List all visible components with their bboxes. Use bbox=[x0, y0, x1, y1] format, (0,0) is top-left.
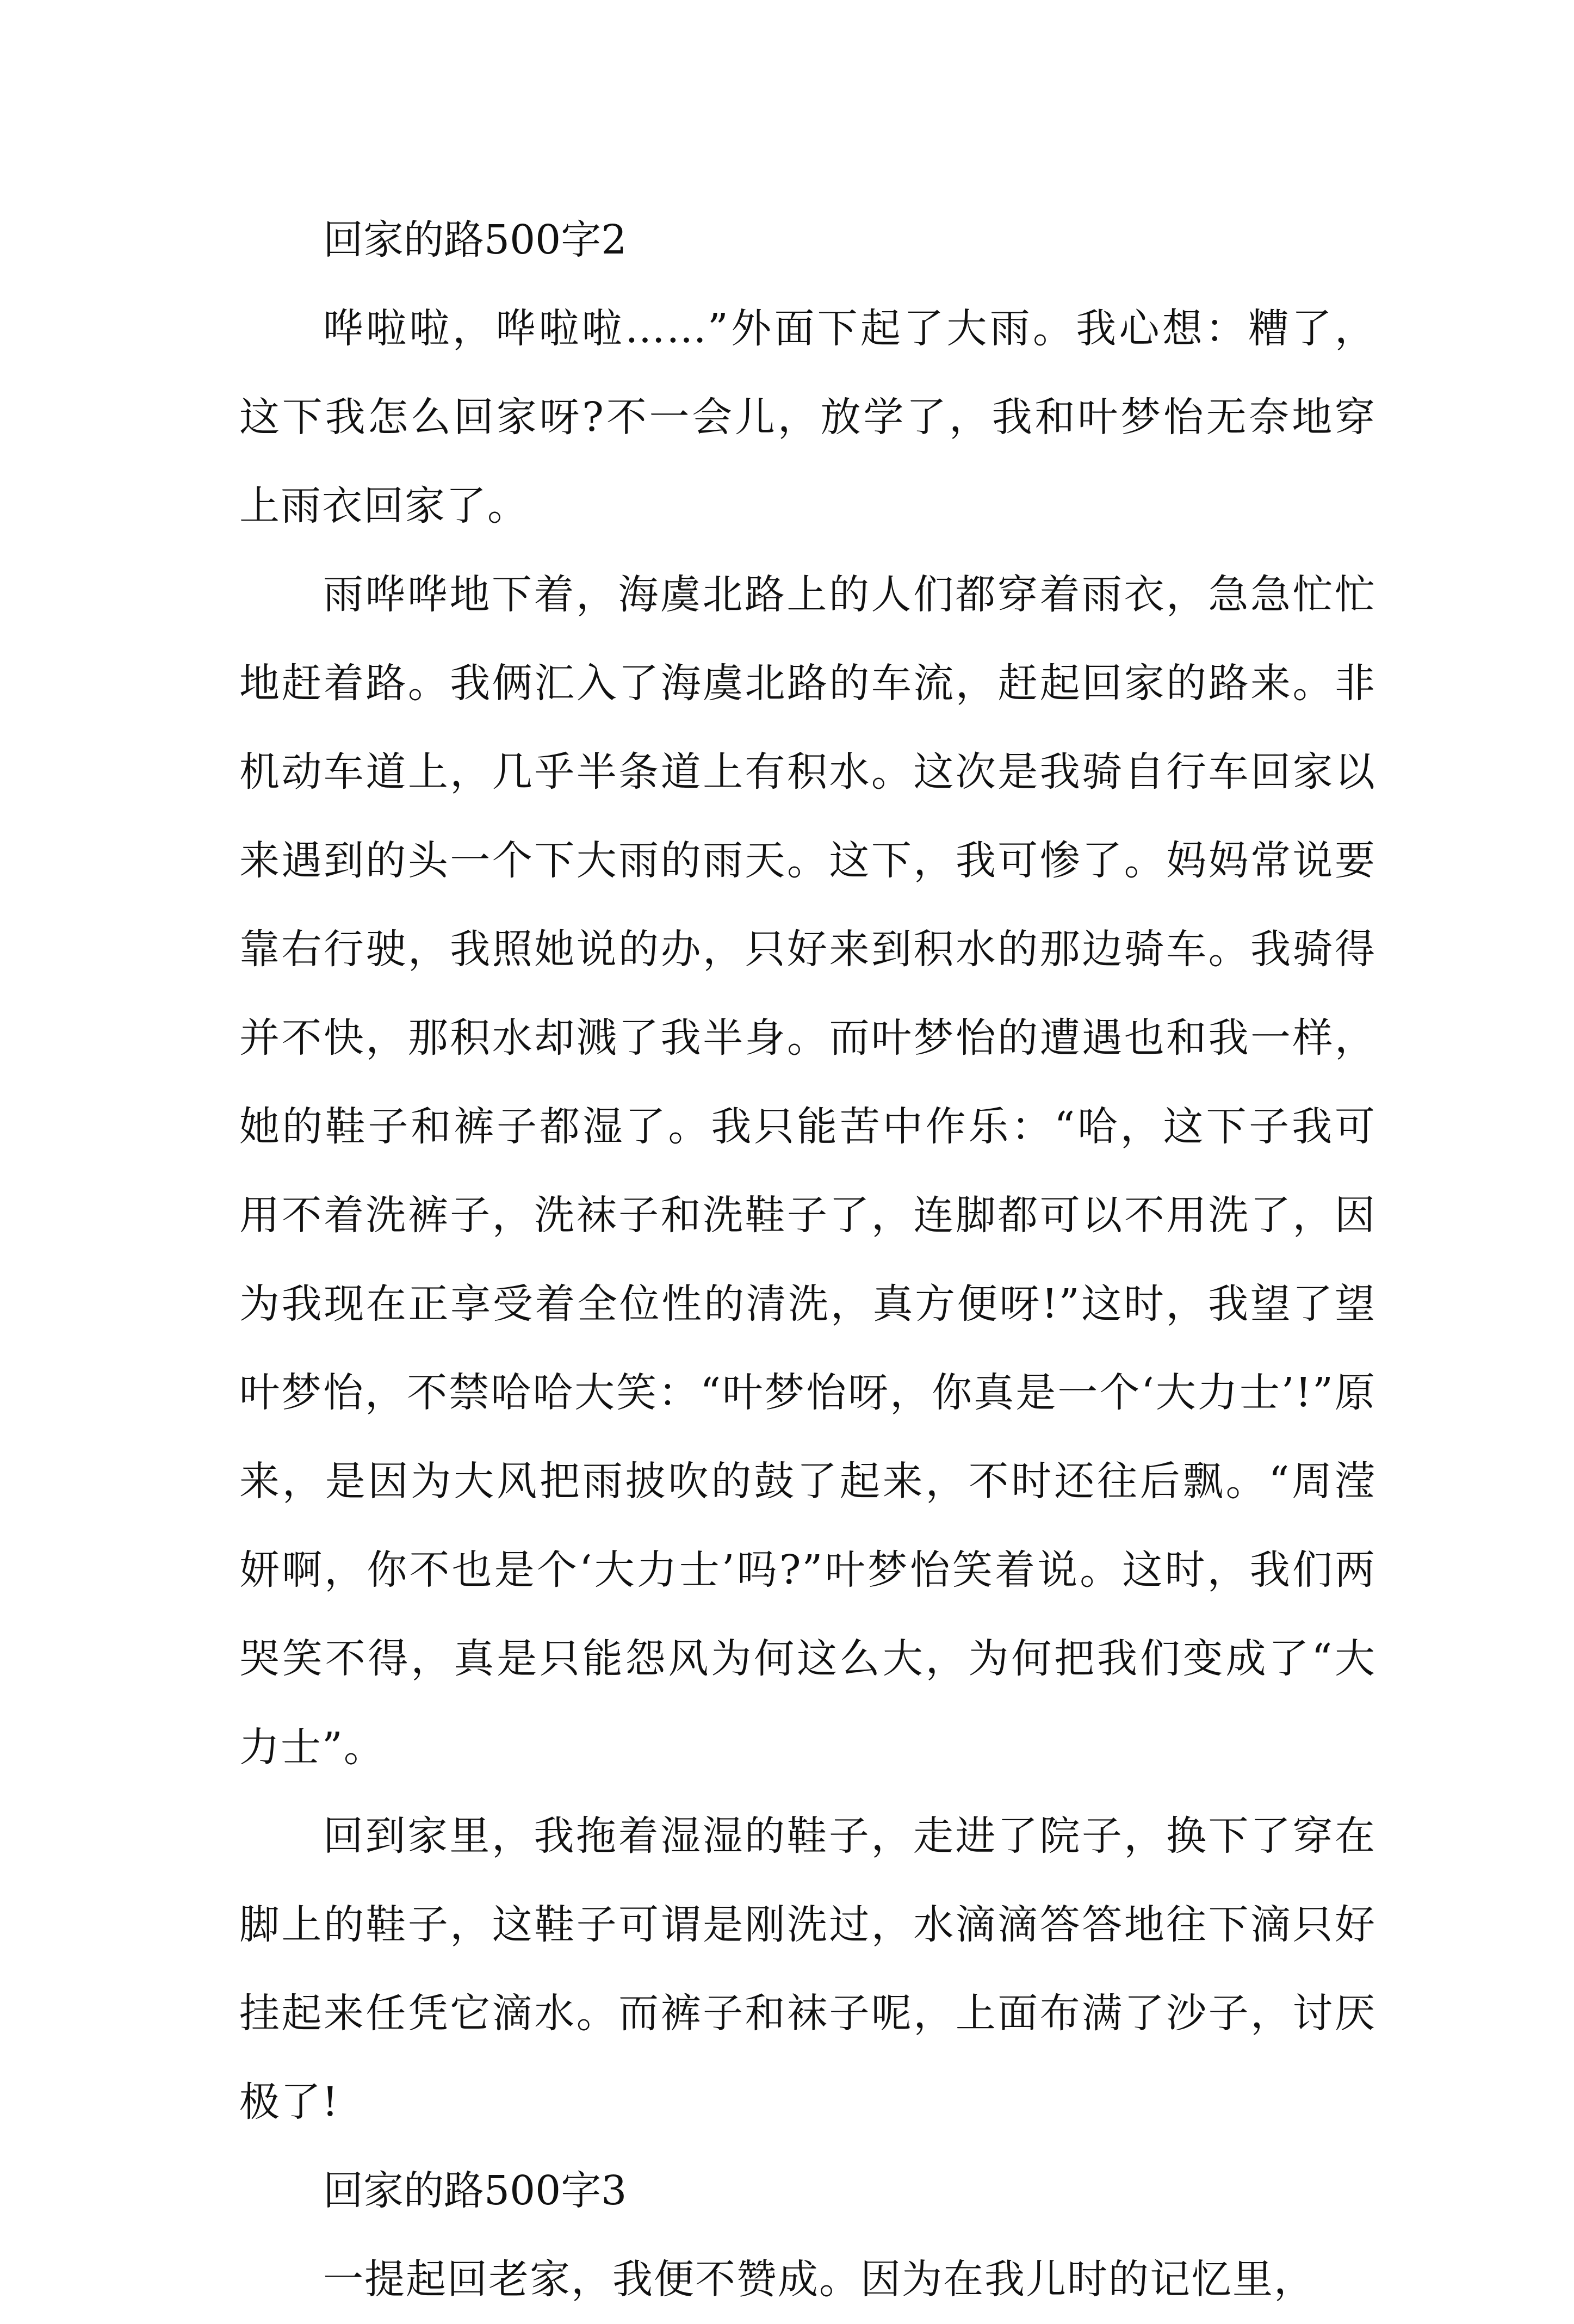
paragraph: 雨哗哗地下着，海虞北路上的人们都穿着雨衣，急急忙忙地赶着路。我俩汇入了海虞北路的车流，赶起回家的路来。非机动车道上，几乎半条道上有积水。这次是我骑自行车回家以来遇到的头一个下大雨的雨天。这下，我可惨了。妈妈常说要靠右行驶，我照她说的办，只好来到积水的那边骑车。我骑得并不快，那积水却溅了我半身。而叶梦怡的遭遇也和我一样，她的鞋子和裤子都湿了。我只能苦中作乐：“哈，这下子我可用不着洗裤子，洗袜子和洗鞋子了，连脚都可以不用洗了，因为我现在正享受着全位性的清洗，真方便呀!”这时，我望了望叶梦怡，不禁哈哈大笑：“叶梦怡呀，你真是一个‘大力士’!”原来，是因为大风把雨披吹的鼓了起来，不时还往后飘。“周滢妍啊，你不也是个‘大力士’吗?”叶梦怡笑着说。这时，我们两哭笑不得，真是只能怨风为何这么大，为何把我们变成了“大力士”。 bbox=[239, 571, 1376, 1771]
paragraph: 一提起回老家，我便不赞成。因为在我儿时的记忆里， bbox=[323, 2256, 1315, 2303]
paragraph: 哗啦啦，哗啦啦……”外面下起了大雨。我心想：糟了，这下我怎么回家呀?不一会儿，放学了，我和叶梦怡无奈地穿上雨衣回家了。 bbox=[239, 305, 1376, 529]
section-heading: 回家的路500字2 bbox=[323, 217, 627, 263]
document-body bbox=[239, 196, 1376, 2324]
paragraph: 回到家里，我拖着湿湿的鞋子，走进了院子，换下了穿在脚上的鞋子，这鞋子可谓是刚洗过，水滴滴答答地往下滴只好挂起来任凭它滴水。而裤子和袜子呢，上面布满了沙子，讨厌极了! bbox=[239, 1813, 1376, 2125]
section-heading: 回家的路500字3 bbox=[323, 2167, 627, 2214]
